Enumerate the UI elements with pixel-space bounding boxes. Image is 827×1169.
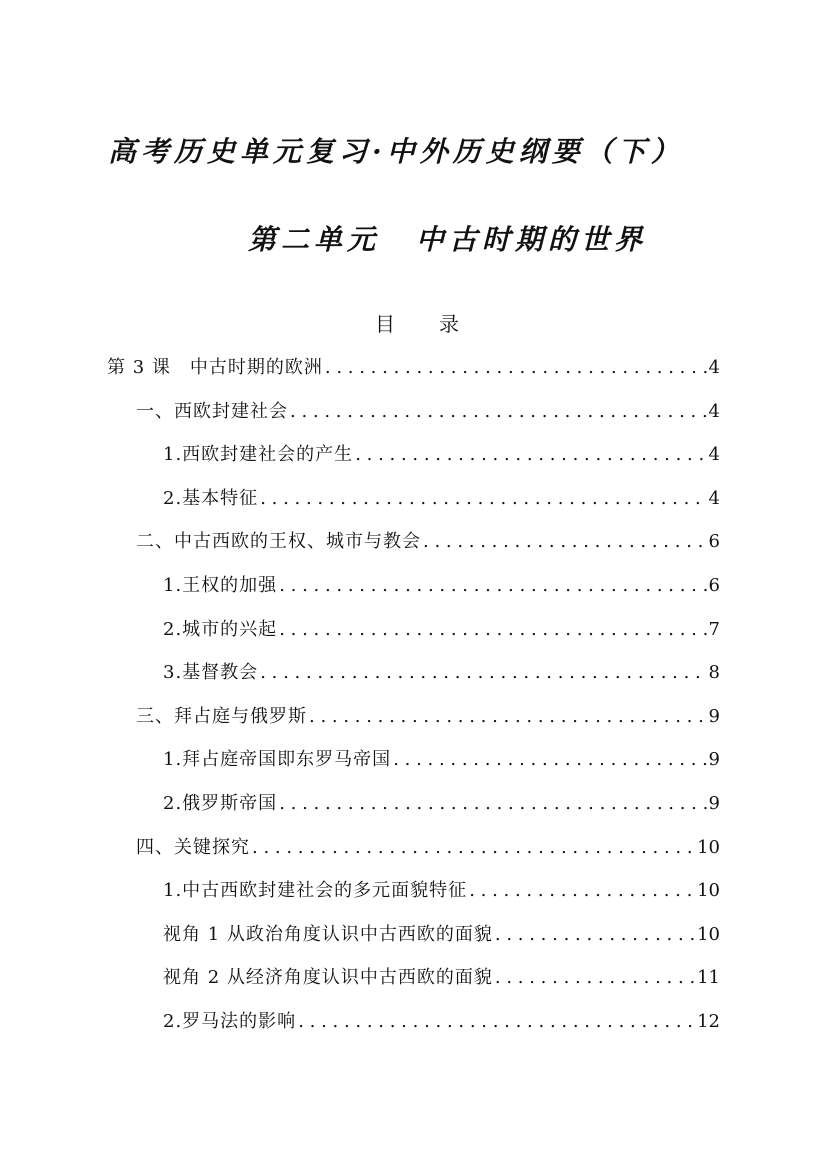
unit-title [248,223,648,256]
toc-entry[interactable] [163,574,720,598]
toc-entry-label: 2.罗马法的影响 [163,1011,297,1032]
toc-dot-leader [290,400,707,424]
toc-entry-label: 三、拜占庭与俄罗斯 [136,706,307,727]
toc-entry[interactable] [107,356,720,380]
toc-dot-leader [495,966,695,990]
toc-page-number: 9 [708,793,720,814]
toc-dot-leader [279,618,706,642]
toc-page-number: 4 [708,444,720,465]
toc-entry-label: 2.基本特征 [163,488,259,509]
toc-dot-leader [495,923,695,947]
toc-entry[interactable] [163,923,720,947]
toc-page-number: 7 [708,619,720,640]
toc-dot-leader [469,879,695,903]
toc-entry-label: 1.西欧封建社会的产生 [163,444,354,465]
toc-dot-leader [279,574,706,598]
toc-page-number: 4 [708,357,720,378]
toc-entry[interactable] [136,400,720,424]
toc-page-number: 9 [708,706,720,727]
toc-entry-label: 一、西欧封建社会 [136,401,288,422]
toc-entry[interactable] [163,487,720,511]
toc-page-number: 4 [708,488,720,509]
toc-entry[interactable] [163,879,720,903]
toc-entry-label: 第 3 课 中古时期的欧洲 [107,357,323,378]
toc-dot-leader [252,836,695,860]
toc-entry-label: 二、中古西欧的王权、城市与教会 [136,531,421,552]
toc-entry[interactable] [163,1010,720,1034]
toc-dot-leader [279,792,706,816]
toc-page-number: 6 [708,575,720,596]
toc-dot-leader [309,705,707,729]
toc-page-number: 9 [708,749,720,770]
toc-page-number: 8 [708,662,720,683]
toc-dot-leader [393,748,706,772]
toc-entry[interactable] [163,792,720,816]
unit-number: 第二单元 [248,223,381,256]
toc-page-number: 10 [697,880,720,901]
toc-entry-label: 1.拜占庭帝国即东罗马帝国 [163,749,392,770]
toc-entry[interactable] [136,705,720,729]
toc-entry-label: 1.中古西欧封建社会的多元面貌特征 [163,880,468,901]
toc-entry[interactable] [163,618,720,642]
toc-dot-leader [325,356,707,380]
toc-page-number: 11 [697,967,720,988]
toc-page-number: 6 [708,531,720,552]
toc-entry[interactable] [163,748,720,772]
toc-entry-label: 四、关键探究 [136,837,250,858]
toc-heading: 目录 [375,312,503,336]
toc-entry-label: 2.城市的兴起 [163,619,278,640]
toc-dot-leader [355,443,706,467]
toc-entry[interactable] [136,836,720,860]
toc-entry-label: 视角 2 从经济角度认识中古西欧的面貌 [163,967,493,988]
unit-name: 中古时期的世界 [416,223,648,256]
toc-page-number: 10 [697,837,720,858]
toc-page-number: 10 [697,924,720,945]
toc-dot-leader [260,661,706,685]
toc-entry[interactable] [136,530,720,554]
toc-entry-label: 视角 1 从政治角度认识中古西欧的面貌 [163,924,493,945]
toc-dot-leader [298,1010,695,1034]
document-title: 高考历史单元复习·中外历史纲要（下） [108,135,684,168]
toc-entry[interactable] [163,661,720,685]
toc-entry-label: 2.俄罗斯帝国 [163,793,278,814]
toc-page-number: 12 [697,1011,720,1032]
toc-entry-label: 1.王权的加强 [163,575,278,596]
toc-entry[interactable] [163,443,720,467]
toc-dot-leader [260,487,706,511]
toc-entry[interactable] [163,966,720,990]
toc-dot-leader [423,530,707,554]
toc-entry-label: 3.基督教会 [163,662,259,683]
toc-page-number: 4 [708,401,720,422]
